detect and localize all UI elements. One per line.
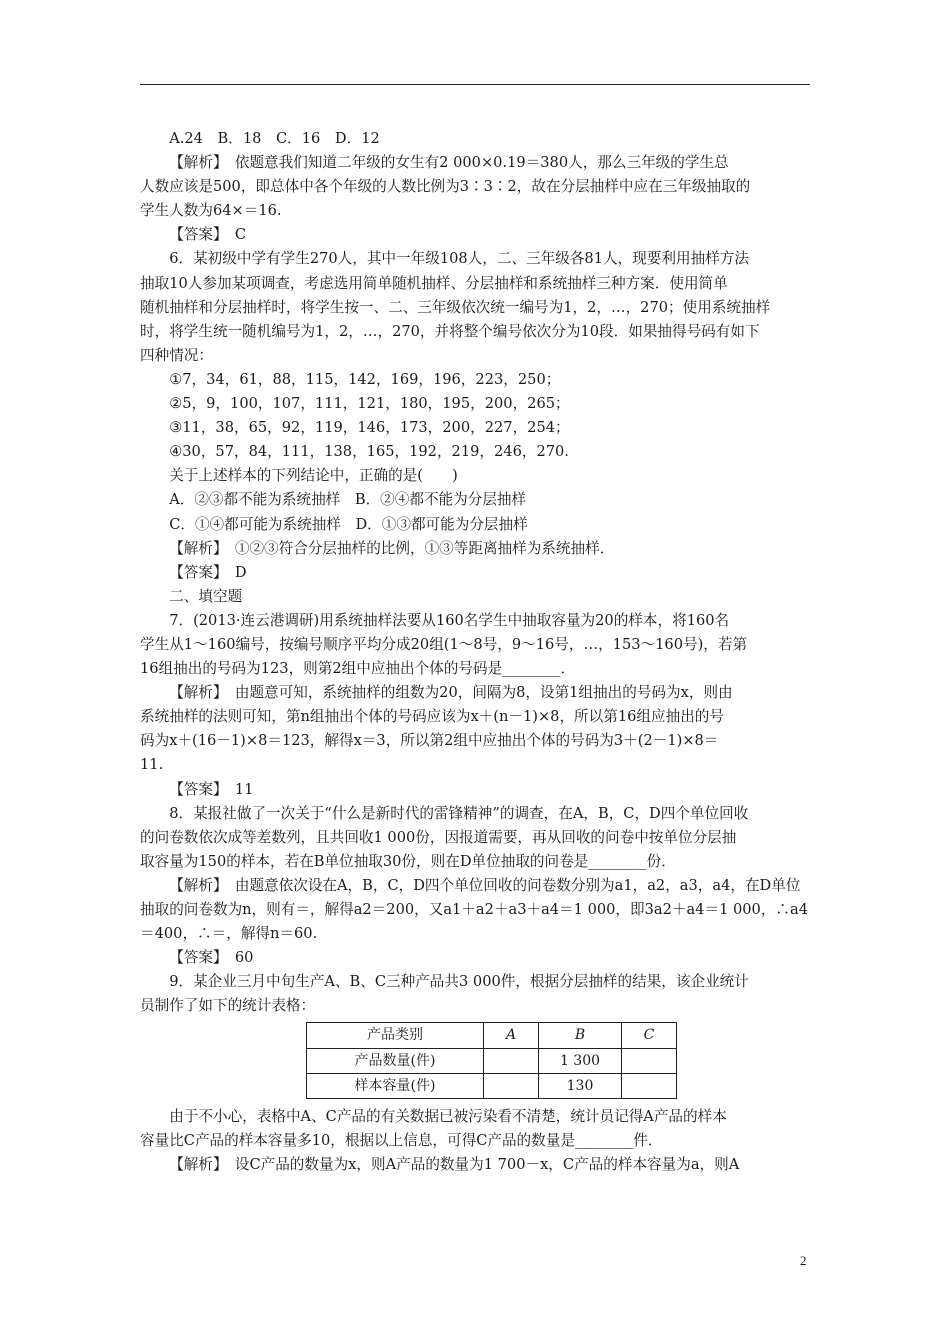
table-cell: 样本容量(件): [307, 1073, 484, 1098]
table-cell: 130: [539, 1073, 622, 1098]
question-8-line2: 的问卷数依次成等差数列，且共回收1 000份，因报道需要，再从回收的问卷中按单位分层抽: [140, 828, 737, 846]
analysis-q8-line1: 【解析】 由题意依次设在A，B，C，D四个单位回收的问卷数分别为a1，a2，a3，a4，在D单位: [169, 876, 801, 894]
question-8-line3: 取容量为150的样本，若在B单位抽取30份，则在D单位抽取的问卷是________份．: [140, 852, 676, 870]
section-heading-fill-blank: 二、填空题: [169, 587, 243, 605]
table-cell: [622, 1048, 677, 1073]
question-6-line3: 随机抽样和分层抽样时，将学生按一、二、三年级依次统一编号为1，2，…，270；使用系统抽样: [140, 298, 771, 316]
analysis-q5-line1: 【解析】 依题意我们知道二年级的女生有2 000×0.19＝380人，那么三年级的学生总: [169, 154, 729, 172]
analysis-q7-line2: 系统抽样的法则可知，第n组抽出个体的号码应该为x＋(n－1)×8，所以第16组应抽出的号: [140, 708, 724, 726]
table-header-cell: A: [484, 1023, 539, 1048]
table-header-cell: 产品类别: [307, 1023, 484, 1048]
table-cell: [484, 1073, 539, 1098]
table-header-row: [307, 1023, 677, 1048]
table-cell: [484, 1048, 539, 1073]
sample-1: ①7，34，61，88，115，142，169，196，223，250；: [169, 370, 561, 388]
answer-q5: 【答案】 C: [169, 226, 247, 244]
question-8-line1: 8．某报社做了一次关于“什么是新时代的雷锋精神”的调查，在A，B，C，D四个单位回收: [169, 804, 749, 822]
answer-q7: 【答案】 11: [169, 780, 254, 798]
question-9-line2: 员制作了如下的统计表格：: [140, 997, 316, 1015]
question-6-line5: 四种情况：: [140, 346, 213, 364]
analysis-q5-line2: 人数应该是500，即总体中各个年级的人数比例为3∶3∶2，故在分层抽样中应在三年级抽取的: [140, 178, 751, 196]
table-cell: [622, 1073, 677, 1098]
statistics-table: [306, 1022, 677, 1098]
question-6-prompt: 关于上述样本的下列结论中，正确的是( ): [169, 467, 458, 485]
analysis-q9-line1: 【解析】 设C产品的数量为x，则A产品的数量为1 700－x，C产品的样本容量为a，则A: [169, 1155, 740, 1173]
sample-3: ③11，38，65，92，119，146，173，200，227，254；: [169, 419, 570, 437]
question-7-line1: 7．(2013·连云港调研)用系统抽样法要从160名学生中抽取容量为20的样本，将160名: [169, 611, 730, 629]
question-9-line3: 由于不小心，表格中A、C产品的有关数据已被污染看不清楚，统计员记得A产品的样本: [169, 1107, 727, 1125]
table-header-cell: B: [539, 1023, 622, 1048]
header-rule: [140, 84, 810, 85]
analysis-q7-line3: 码为x＋(16－1)×8＝123，解得x＝3，所以第2组中应抽出个体的号码为3＋(2－1)×8＝: [140, 732, 719, 750]
options-q6-cd: C．①④都可能为系统抽样 D．①③都可能为分层抽样: [169, 515, 528, 533]
document-body: [140, 127, 812, 1177]
question-9-line1: 9．某企业三月中旬生产A、B、C三种产品共3 000件，根据分层抽样的结果，该企业统计: [169, 973, 749, 991]
analysis-q5-line3: 学生人数为64×＝16.: [140, 202, 282, 220]
question-9-line4: 容量比C产品的样本容量多10，根据以上信息，可得C产品的数量是________件．: [140, 1131, 663, 1149]
analysis-q7-line4: 11.: [140, 756, 164, 774]
answer-q8: 【答案】 60: [169, 949, 254, 967]
sample-2: ②5，9，100，107，111，121，180，195，200，265；: [169, 395, 570, 413]
analysis-q8-line3: ＝400，∴＝，解得n＝60.: [140, 925, 318, 943]
analysis-q7-line1: 【解析】 由题意可知，系统抽样的组数为20，间隔为8，设第1组抽出的号码为x，则由: [169, 684, 733, 702]
analysis-q6: 【解析】 ①②③符合分层抽样的比例，①③等距离抽样为系统抽样．: [169, 539, 615, 557]
page-number: 2: [800, 1253, 807, 1268]
options-q5: A.24 B．18 C．16 D．12: [169, 130, 380, 147]
table-cell: 1 300: [539, 1048, 622, 1073]
options-q6-ab: A．②③都不能为系统抽样 B．②④都不能为分层抽样: [169, 491, 527, 509]
sample-4: ④30，57，84，111，138，165，192，219，246，270.: [169, 443, 569, 461]
analysis-q8-line2: 抽取的问卷数为n，则有＝，解得a2＝200，又a1＋a2＋a3＋a4＝1 000，即3a2＋a4＝1 000，∴a4: [140, 901, 809, 918]
table-row: [307, 1048, 677, 1073]
table-row: [307, 1073, 677, 1098]
table-header-cell: C: [622, 1023, 677, 1048]
table-cell: 产品数量(件): [307, 1048, 484, 1073]
question-6-line4: 时，将学生统一随机编号为1，2，…，270，并将整个编号依次分为10段．如果抽得号码有如下: [140, 322, 760, 340]
question-6-line1: 6．某初级中学有学生270人，其中一年级108人，二、三年级各81人，现要利用抽样方法: [169, 250, 749, 268]
answer-q6: 【答案】 D: [169, 563, 247, 581]
question-7-line2: 学生从1～160编号，按编号顺序平均分成20组(1～8号，9～16号，…，153～160号)，若第: [140, 635, 748, 653]
question-7-line3: 16组抽出的号码为123，则第2组中应抽出个体的号码是________．: [140, 660, 576, 678]
question-6-line2: 抽取10人参加某项调查，考虑选用简单随机抽样、分层抽样和系统抽样三种方案．使用简单: [140, 274, 728, 292]
